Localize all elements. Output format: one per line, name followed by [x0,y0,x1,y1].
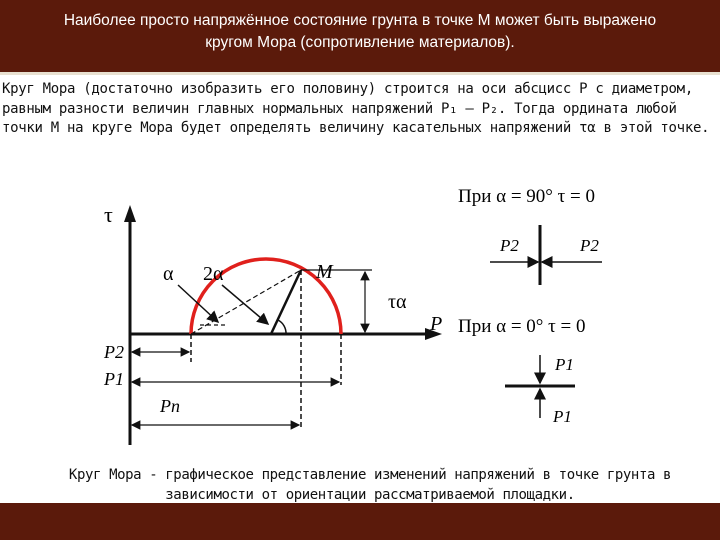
pn-label: Pn [160,396,180,416]
tau-axis-arrow [124,205,136,222]
case-0-p1-bottom: P1 [553,407,572,426]
two-alpha-label: 2α [203,263,224,285]
point-m-label: M [316,261,333,283]
tau-axis-label: τ [104,202,113,227]
case-0-p1-top: P1 [555,355,574,374]
p-axis-label: P [430,313,443,335]
caption: Круг Мора - графическое представление изменений напряжений в точке грунта в зависимости от ориентации рассматриваемой площадки. [68,467,672,503]
tau-alpha-label: τα [388,291,407,313]
p2-label: P2 [104,342,124,362]
case-90-p2-right: P2 [580,236,599,255]
radius-line [271,270,301,334]
p1-label: P1 [104,369,124,389]
footer-bar [0,503,720,540]
alpha-pointer [178,285,218,322]
two-alpha-pointer [222,285,268,324]
alpha-label: α [163,263,174,285]
two-alpha-arc [278,320,286,334]
case-90-text: При α = 90° τ = 0 [458,186,596,207]
body-paragraph: Круг Мора (достаточно изобразить его половину) строится на оси абсцисс P с диаметром, равным разности величин главных нормальных напряжений P₁ – P₂. Тогда ордината любой точки М на круге Мора будет определять величину касательных напряжений τα в этой точке. [2,81,710,136]
case-90-p2-left: P2 [500,236,519,255]
case-0-text: При α = 0° τ = 0 [458,316,586,337]
slide-title: Наиболее просто напряжённое состояние грунта в точке М может быть выражено кругом Мора (сопротивление материалов). [63,12,657,51]
